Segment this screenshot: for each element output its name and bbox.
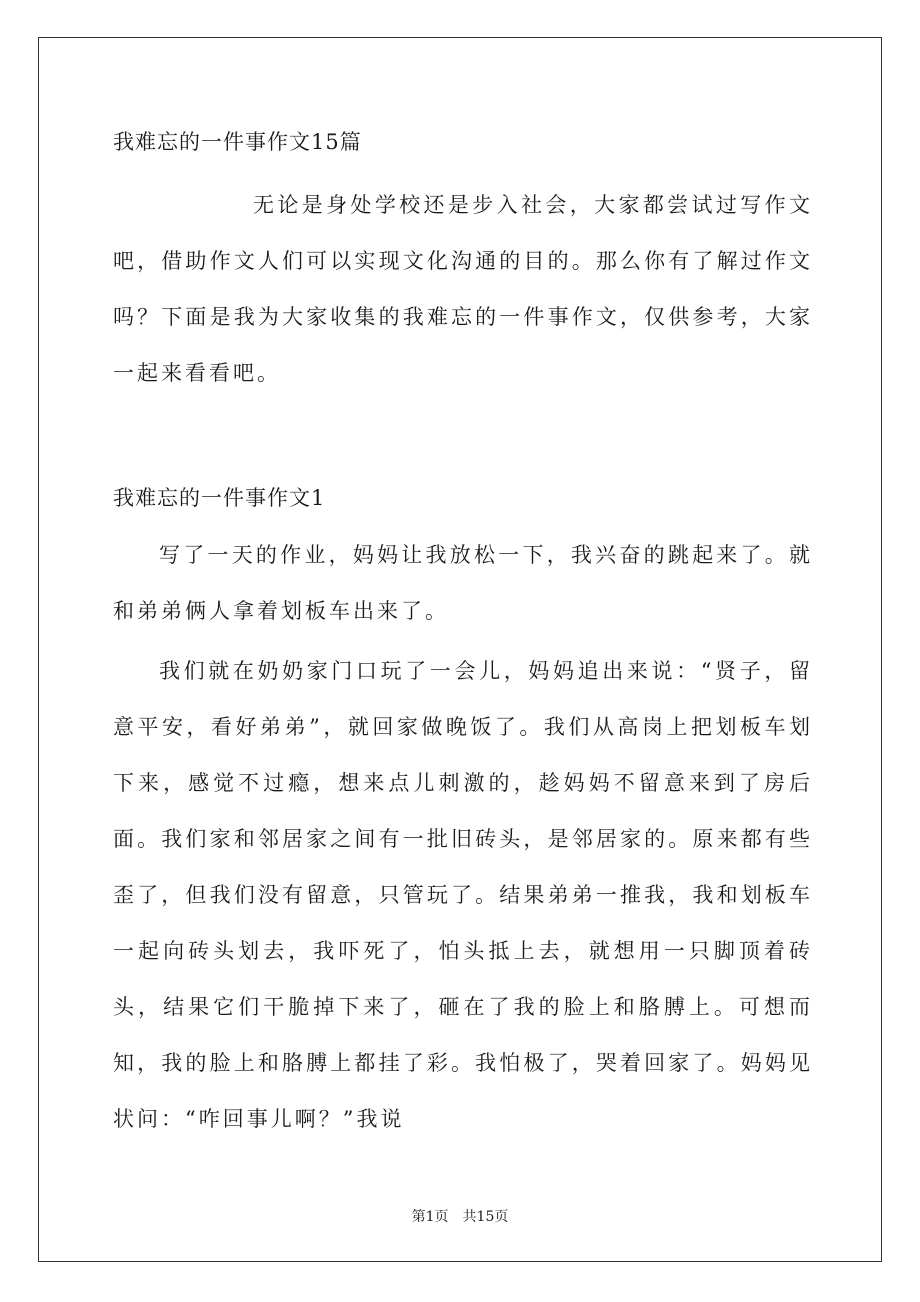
- section-title: 我难忘的一件事作文1: [113, 486, 326, 510]
- document-body: [113, 125, 813, 1147]
- page-total: 共15页: [462, 1209, 509, 1225]
- body-paragraph-1: 写了一天的作业，妈妈让我放松一下，我兴奋的跳起来了。就和弟弟俩人拿着划板车出来了。: [113, 543, 813, 623]
- body-paragraph-2: 我们就在奶奶家门口玩了一会儿，妈妈追出来说：“贤子，留意平安，看好弟弟”，就回家做晚饭了。我们从高岗上把划板车划下来，感觉不过瘾，想来点儿刺激的，趁妈妈不留意来到了房后面。我们家和邻居家之间有一批旧砖头，是邻居家的。原来都有些歪了，但我们没有留意，只管玩了。结果弟弟一推我，我和划板车一起向砖头划去，我吓死了，怕头抵上去，就想用一只脚顶着砖头，结果它们干脆掉下来了，砸在了我的脸上和胳膊上。可想而知，我的脸上和胳膊上都挂了彩。我怕极了，哭着回家了。妈妈见状问：“咋回事儿啊？”我说: [113, 659, 813, 1131]
- intro-paragraph: 无论是身处学校还是步入社会，大家都尝试过写作文吧，借助作文人们可以实现文化沟通的目的。那么你有了解过作文吗？下面是我为大家收集的我难忘的一件事作文，仅供参考，大家一起来看看吧。: [113, 193, 813, 385]
- document-title: 我难忘的一件事作文15篇: [113, 130, 362, 154]
- page-number: 第1页: [411, 1209, 449, 1225]
- page-footer: [0, 1208, 920, 1226]
